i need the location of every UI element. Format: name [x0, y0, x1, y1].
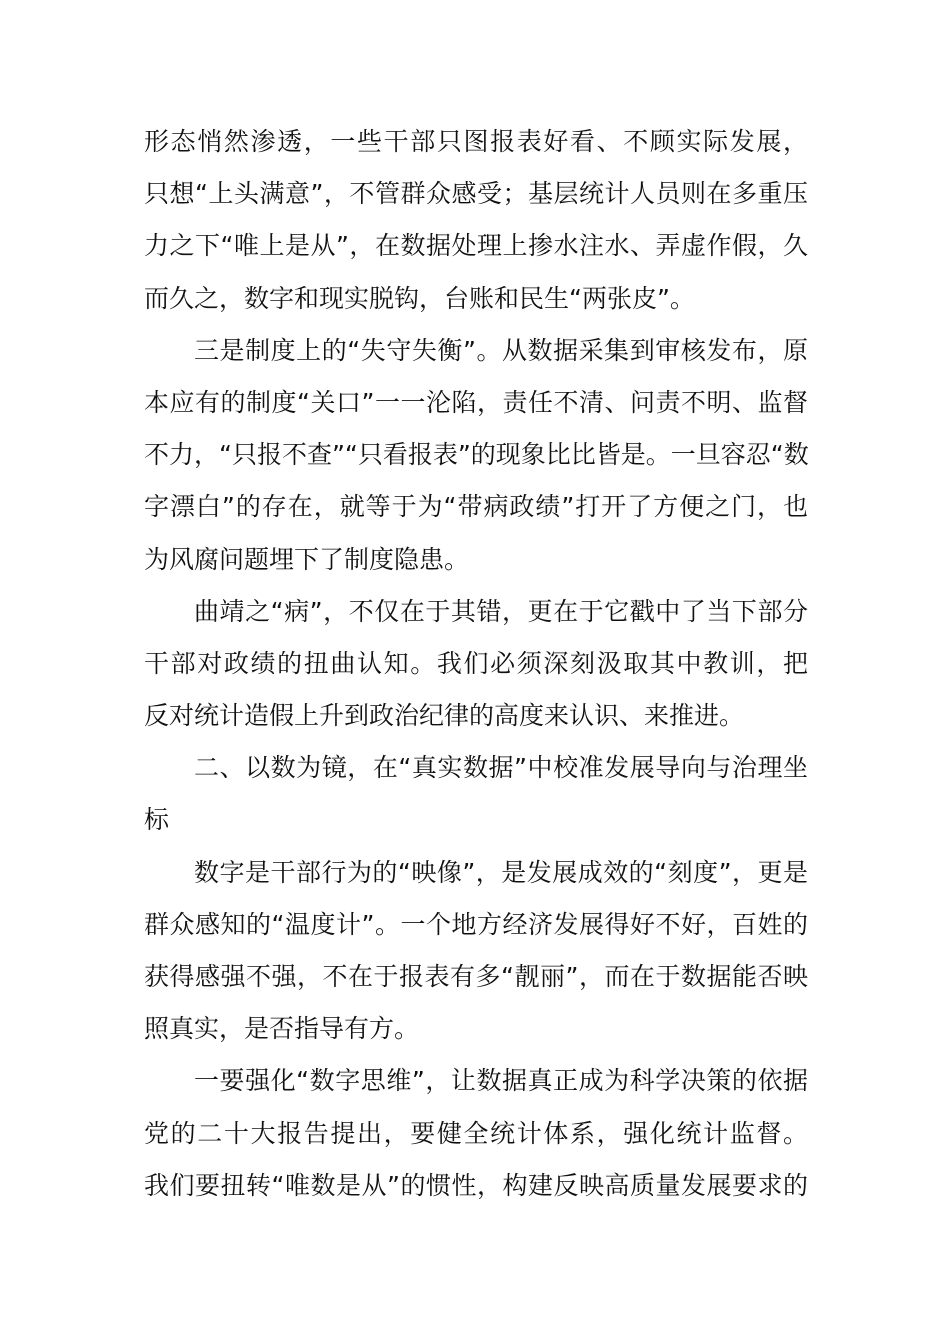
- paragraph-first-line: 三是制度上的“失守失衡”。从数据采集到审核发布，原: [194, 335, 808, 365]
- text-line: 不力，“只报不查”“只看报表”的现象比比皆是。一旦容忍“数: [144, 440, 809, 470]
- text-line: 而久之，数字和现实脱钩，台账和民生“两张皮”。: [144, 283, 695, 313]
- section-heading: 二、以数为镜，在“真实数据”中校准发展导向与治理坐: [194, 753, 808, 783]
- text-line: 形态悄然渗透，一些干部只图报表好看、不顾实际发展，: [144, 127, 808, 156]
- text-line: 群众感知的“温度计”。一个地方经济发展得好不好，百姓的: [144, 909, 808, 939]
- text-line: 我们要扭转“唯数是从”的惯性，构建反映高质量发展要求的: [144, 1170, 808, 1200]
- section-heading-continuation: 标: [144, 805, 170, 835]
- text-line: 反对统计造假上升到政治纪律的高度来认识、来推进。: [144, 701, 745, 731]
- paragraph-first-line: 数字是干部行为的“映像”，是发展成效的“刻度”，更是: [194, 857, 808, 887]
- paragraph-first-line: 一要强化“数字思维”，让数据真正成为科学决策的依据: [194, 1066, 808, 1096]
- text-line: 为风腐问题埋下了制度隐患。: [144, 544, 470, 574]
- text-line: 只想“上头满意”，不管群众感受；基层统计人员则在多重压: [144, 179, 808, 209]
- text-line: 照真实，是否指导有方。: [144, 1014, 420, 1044]
- text-line: 本应有的制度“关口”一一沦陷，责任不清、问责不明、监督: [144, 387, 808, 417]
- text-line: 力之下“唯上是从”，在数据处理上掺水注水、弄虚作假，久: [144, 231, 808, 261]
- paragraph-first-line: 曲靖之“病”，不仅在于其错，更在于它戳中了当下部分: [194, 596, 808, 626]
- body-text: [144, 116, 808, 1212]
- text-line: 字漂白”的存在，就等于为“带病政绩”打开了方便之门，也: [144, 492, 808, 522]
- text-line: 党的二十大报告提出，要健全统计体系，强化统计监督。: [144, 1118, 808, 1148]
- text-line: 获得感强不强，不在于报表有多“靓丽”，而在于数据能否映: [144, 962, 808, 991]
- text-line: 干部对政绩的扭曲认知。我们必须深刻汲取其中教训，把: [144, 648, 808, 678]
